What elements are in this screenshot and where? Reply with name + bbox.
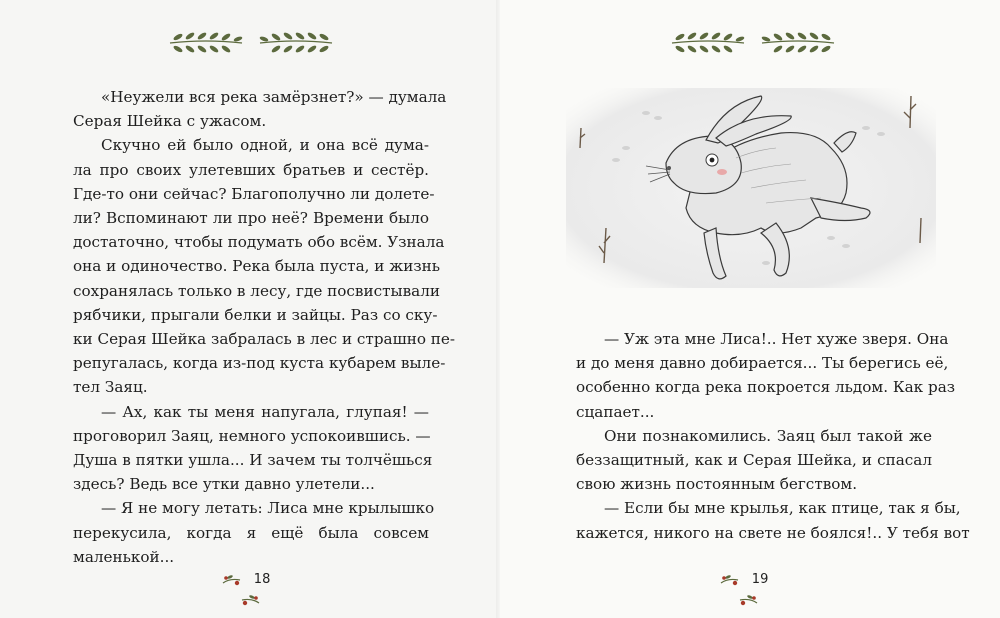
text-line: — Ах, как ты меня напугала, глупая! — [101, 402, 429, 421]
text-line: тел Заяц. [73, 378, 148, 397]
page-number [708, 570, 788, 590]
text-line: перекусила, когда я ещё была совсем [73, 523, 429, 542]
text-line: маленькой... [73, 547, 175, 566]
text-line: ли? Вспоминают ли про неё? Времени было [73, 209, 429, 228]
page-number [210, 570, 290, 590]
berry-sprig-icon [720, 574, 740, 586]
text-line: достаточно, чтобы подумать обо всём. Узнала [73, 233, 445, 252]
text-line: — Если бы мне крылья, как птице, так я бы, [604, 499, 961, 518]
text-line: Скучно ей было одной, и она всё дума- [101, 136, 429, 155]
text-line: здесь? Ведь все утки давно улетели... [73, 475, 375, 494]
text-line: свою жизнь постоянным бегством. [576, 475, 858, 494]
right-page-text [576, 327, 970, 545]
leaf-ornament-icon [668, 30, 838, 56]
text-line: Где-то они сейчас? Благополучно ли долете- [73, 184, 435, 203]
text-line: она и одиночество. Река была пуста, и жизнь [73, 257, 441, 276]
text-line: ла про своих улетевших братьев и сестёр. [73, 160, 429, 179]
text-line: — Я не могу летать: Лиса мне крылышко [101, 499, 435, 518]
text-line: сцапает... [576, 402, 655, 421]
text-line: Душа в пятки ушла... И зачем ты толчёшься [73, 451, 433, 470]
text-line: «Неужели вся река замёрзнет?» — думала [101, 88, 447, 106]
text-line: особенно когда река покроется льдом. Как раз [576, 378, 956, 397]
text-line: и до меня давно добирается... Ты берегись её, [576, 354, 949, 373]
hare-illustration [566, 88, 936, 288]
text-line: репугалась, когда из-под куста кубарем выле- [73, 354, 446, 373]
berry-sprig-icon [240, 594, 260, 606]
page-number-value: 19 [751, 572, 769, 587]
text-line: Они познакомились. Заяц был такой же [604, 426, 932, 445]
berry-sprig-icon [222, 574, 242, 586]
right-page [500, 0, 1000, 618]
leaf-ornament-icon [166, 30, 336, 56]
text-line: Серая Шейка с ужасом. [73, 112, 267, 131]
berry-sprig-icon [738, 594, 758, 606]
text-line: — Уж эта мне Лиса!.. Нет хуже зверя. Она [604, 330, 949, 348]
page-number-value: 18 [253, 572, 271, 587]
text-line: проговорил Заяц, немного успокоившись. — [73, 426, 431, 445]
left-page-text [73, 85, 456, 569]
text-line: ки Серая Шейка забралась в лес и страшно пе- [73, 330, 456, 349]
text-line: кажется, никого на свете не боялся!.. У тебя вот [576, 523, 970, 542]
text-line: сохранялась только в лесу, где посвистывали [73, 281, 440, 300]
text-line: беззащитный, как и Серая Шейка, и спасал [576, 451, 932, 470]
text-line: рябчики, прыгали белки и зайцы. Раз со ску- [73, 305, 438, 324]
